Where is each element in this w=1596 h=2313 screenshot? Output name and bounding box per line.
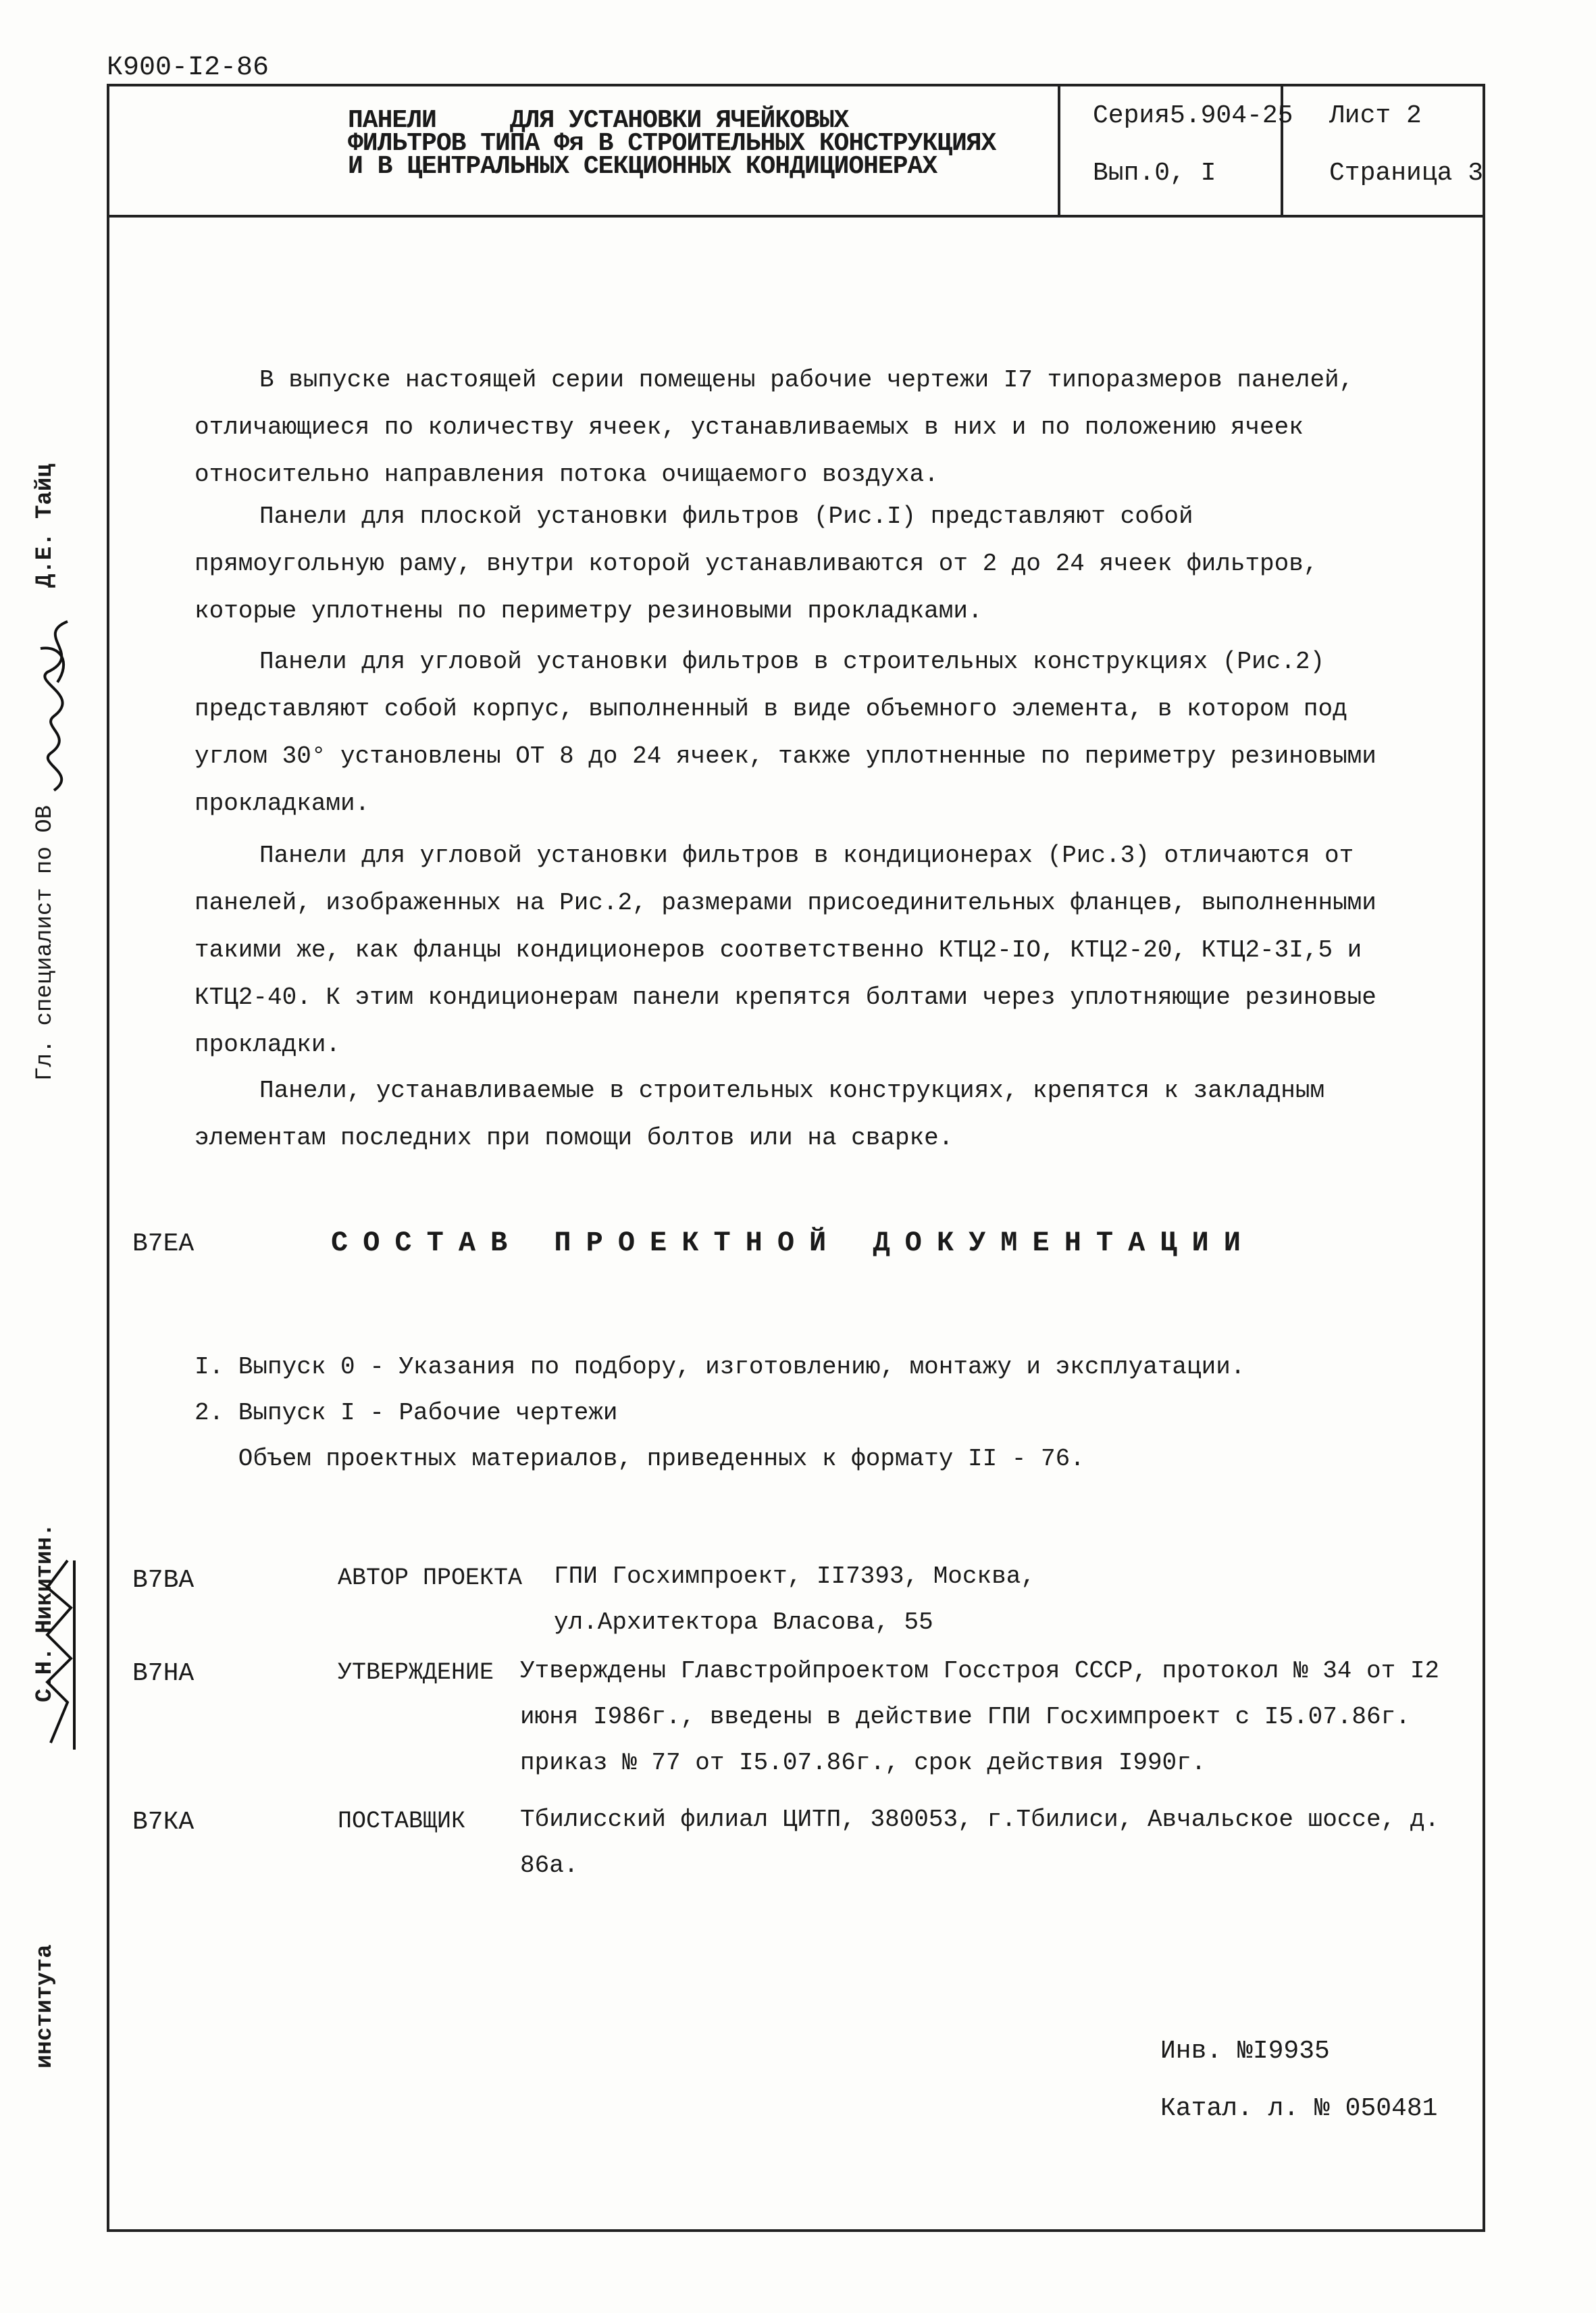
list-item: 2. Выпуск I - Рабочие чертежи	[195, 1399, 618, 1427]
paragraph-text: Панели для угловой установки фильтров в кондиционерах (Рис.3) отличаются от панелей, изображенных на Рис.2, размерами присоединительных фланцев, выполненными такими же, как фланцы кондиционеров соответственно КТЦ2-IО, КТЦ2-20, КТЦ2-3I,5 и КТЦ2-40. К этим кондиционерам панели крепятся болтами через уплотняющие резиновые прокладки.	[195, 842, 1376, 1059]
margin-title-lower: института	[32, 1944, 58, 2068]
signature-lower	[20, 1547, 95, 1770]
title-line: ПАНЕЛИ ДЛЯ УСТАНОВКИ ЯЧЕЙКОВЫХ	[348, 106, 849, 135]
record-value: Утверждены Главстройпроектом Госстроя СССР, протокол № 34 от I2 июня I986г., введены в действие ГПИ Госхимпроект с I5.07.86г. приказ № 77 от I5.07.86г., срок действия I990г.	[520, 1657, 1440, 1777]
series-label: Серия5.904-25	[1093, 101, 1293, 130]
title-line: И В ЦЕНТРАЛЬНЫХ СЕКЦИОННЫХ КОНДИЦИОНЕРАХ	[348, 152, 937, 181]
paragraph	[195, 1067, 1397, 1162]
paragraph-text: Панели для угловой установки фильтров в строительных конструкциях (Рис.2) представляют собой корпус, выполненный в виде объемного элемента, в котором под углом 30° установлены ОТ 8 до 24 ячеек, также уплотненные по периметру резиновыми прокладками.	[195, 648, 1376, 817]
record-code: В7КА	[132, 1808, 195, 1837]
section-title: СОСТАВ ПРОЕКТНОЙ ДОКУМЕНТАЦИИ	[331, 1227, 1256, 1259]
record-value: ГПИ Госхимпроект, II7393, Москва, ул.Архитектора Власова, 55	[554, 1562, 1035, 1636]
paragraph-text: Панели, устанавливаемые в строительных конструкциях, крепятся к закладным элементам последних при помощи болтов или на сварке.	[195, 1077, 1325, 1152]
paragraph-text: Панели для плоской установки фильтров (Рис.I) представляют собой прямоугольную раму, внутри которой устанавливаются от 2 до 24 ячеек фильтров, которые уплотнены по периметру резиновыми прокладками.	[195, 503, 1318, 625]
header-bottom-line	[107, 215, 1485, 218]
paragraph-text: В выпуске настоящей серии помещены рабочие чертежи I7 типоразмеров панелей, отличающиеся по количеству ячеек, устанавливаемых в них и по положению ячеек относительно направления потока очищаемого воздуха.	[195, 366, 1354, 488]
record-label: УТВЕРЖДЕНИЕ	[338, 1659, 494, 1686]
header-divider-1	[1058, 84, 1060, 218]
issue-label: Вып.0, I	[1093, 159, 1216, 188]
section-code: В7ЕА	[132, 1229, 195, 1259]
record-code: В7ВА	[132, 1566, 195, 1595]
list-item: Объем проектных материалов, приведенных к формату II - 76.	[195, 1445, 1085, 1473]
document-code: К900-I2-86	[107, 53, 269, 83]
record-label: ПОСТАВЩИК	[338, 1808, 466, 1835]
page-number-label: Страница 3	[1329, 159, 1484, 188]
signature-upper	[20, 608, 95, 811]
sheet-label: Лист 2	[1329, 101, 1422, 130]
composition-list	[195, 1344, 1343, 1482]
inventory-number: Инв. №I9935	[1160, 2037, 1330, 2066]
record-code: В7НА	[132, 1659, 195, 1688]
margin-title-upper: Гл. специалист по ОВ	[32, 805, 58, 1081]
title-line: ФИЛЬТРОВ ТИПА Фя В СТРОИТЕЛЬНЫХ КОНСТРУКЦИЯХ	[348, 129, 996, 158]
margin-name-lower: С.Н. Никитин.	[32, 1523, 58, 1702]
margin-name-upper: Д.Е. Тайц	[32, 463, 58, 588]
paragraph	[195, 832, 1397, 1069]
catalog-number: Катал. л. № 050481	[1160, 2094, 1438, 2123]
document-title	[348, 106, 996, 181]
paragraph	[195, 638, 1397, 828]
list-item: I. Выпуск 0 - Указания по подбору, изготовлению, монтажу и эксплуатации.	[195, 1353, 1245, 1381]
paragraph	[195, 357, 1397, 499]
record-value: Тбилисский филиал ЦИТП, 380053, г.Тбилиси, Авчальское шоссе, д. 86а.	[520, 1806, 1440, 1879]
paragraph	[195, 493, 1397, 635]
record-label: АВТОР ПРОЕКТА	[338, 1565, 523, 1592]
